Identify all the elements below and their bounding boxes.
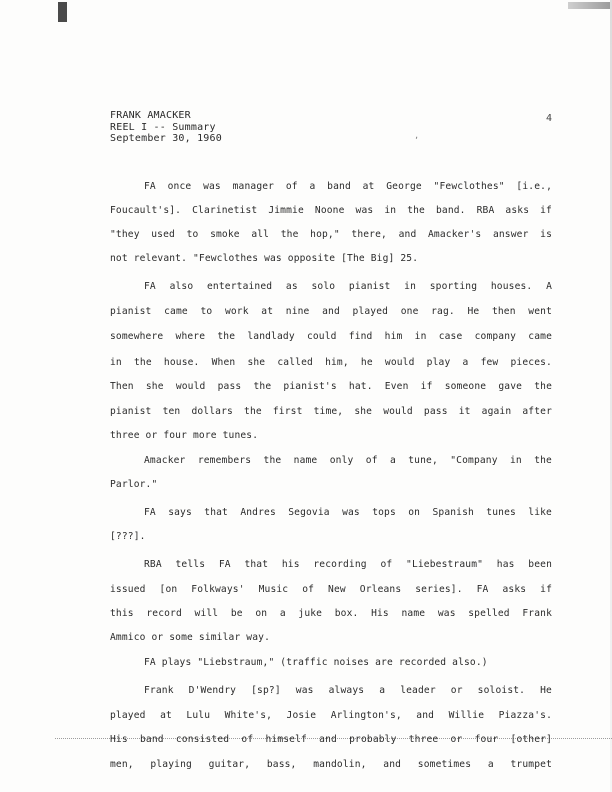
body-line-18: this record will be on a juke box. His name was spelled Frank (110, 608, 552, 619)
body-line-8: in the house. When she called him, he would play a few pieces. (110, 357, 552, 368)
body-line-17: issued [on Folkways' Music of New Orleans series]. FA asks if (110, 584, 552, 595)
document-header (110, 110, 553, 145)
body-line-24: men, playing guitar, bass, mandolin, and sometimes a trumpet (110, 759, 552, 770)
body-line-20: FA plays "Liebstraum," (traffic noises are recorded also.) (144, 657, 488, 668)
body-line-10: pianist ten dollars the first time, she would pass it again after (110, 406, 552, 417)
body-line-7: somewhere where the landlady could find him in case company came (110, 331, 552, 342)
header-reel: REEL I -- Summary (110, 121, 216, 133)
body-line-23: His band consisted of himself and probably three or four [other] (110, 734, 552, 745)
body-line-3: "they used to smoke all the hop," there, and Amacker's answer is (110, 229, 552, 240)
body-line-13: Parlor." (110, 479, 158, 490)
stray-mark: ʼ (414, 136, 419, 145)
body-line-22: played at Lulu White's, Josie Arlington's, and Willie Piazza's. (110, 710, 552, 721)
header-date: September 30, 1960 (110, 133, 222, 144)
scan-mark-top-left (58, 2, 67, 22)
page-number: 4 (546, 113, 553, 124)
scan-mark-top-right (568, 2, 612, 9)
body-line-19: Ammico or some similar way. (110, 632, 270, 643)
body-line-12: Amacker remembers the name only of a tune, "Company in the (144, 455, 552, 466)
body-line-15: [???]. (110, 531, 146, 542)
header-name: FRANK AMACKER (110, 110, 191, 121)
body-line-6: pianist came to work at nine and played one rag. He then went (110, 306, 552, 317)
body-line-5: FA also entertained as solo pianist in sporting houses. A (144, 281, 552, 292)
body-line-4: not relevant. "Fewclothes was opposite [The Big] 25. (110, 253, 419, 264)
body-line-1: FA once was manager of a band at George "Fewclothes" [i.e., (144, 181, 552, 192)
body-line-2: Foucault's]. Clarinetist Jimmie Noone was in the band. RBA asks if (110, 205, 552, 216)
body-line-21: Frank D'Wendry [sp?] was always a leader or soloist. He (144, 685, 552, 696)
body-line-16: RBA tells FA that his recording of "Liebestraum" has been (144, 559, 552, 570)
body-line-11: three or four more tunes. (110, 430, 259, 441)
body-line-9: Then she would pass the pianist's hat. Even if someone gave the (110, 381, 552, 392)
body-line-14: FA says that Andres Segovia was tops on Spanish tunes like (144, 507, 552, 518)
